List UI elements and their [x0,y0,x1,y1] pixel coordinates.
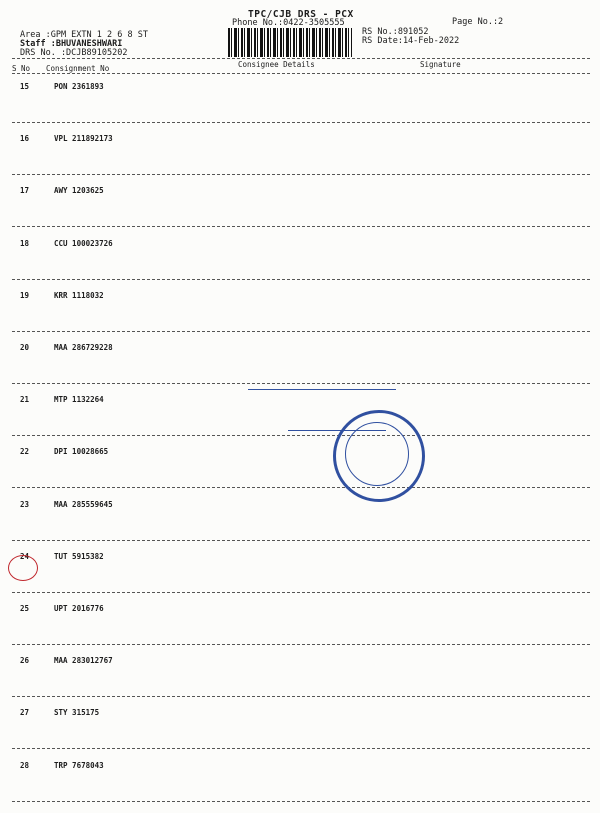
row-serial-number: 21 [20,395,30,405]
row-separator [12,122,590,123]
row-serial-number: 15 [20,82,30,91]
row-consignment-number: AWY 1203625 [54,186,104,196]
drs-number: DRS No. :DCJB89105202 [20,48,128,58]
table-row [0,708,600,760]
rs-number: RS No.:891052 [362,27,429,37]
row-separator [12,226,590,227]
row-consignment-number: KRR 1118032 [54,290,104,300]
row-consignment-number: DPI 10028665 [54,447,109,457]
table-row [0,239,600,291]
barcode [228,28,352,57]
staff-field: Staff :BHUVANESHWARI [20,39,123,49]
col-consignment: Consignment No [46,64,110,73]
row-consignment-number: STY 315175 [54,708,100,718]
col-consignee-details: Consignee Details [238,60,315,69]
row-separator [12,383,590,384]
row-separator [12,279,590,280]
row-serial-number: 23 [20,499,30,509]
table-row [0,761,600,813]
row-separator [12,696,590,697]
row-separator [12,801,590,802]
row-serial-number: 28 [20,760,30,770]
row-separator [12,592,590,593]
sheet-title: TPC/CJB DRS - PCX [248,9,354,20]
page-number: Page No.:2 [452,17,504,27]
table-row [0,82,600,134]
row-serial-number: 18 [20,238,30,248]
row-separator [12,540,590,541]
row-separator [12,435,590,436]
row-consignment-number: TRP 7678043 [54,760,104,770]
area-field: Area :GPM EXTN 1 2 6 8 ST [20,30,148,40]
row-serial-number: 26 [20,656,30,666]
table-row [0,604,600,656]
header-rule-bottom [12,73,590,74]
row-serial-number: 20 [20,343,30,352]
table-row [0,186,600,238]
phone-number: Phone No.:0422-3505555 [232,18,345,28]
row-separator [12,487,590,488]
row-consignment-number: UPT 2016776 [54,604,104,613]
col-signature: Signature [420,60,461,69]
row-consignment-number: MAA 286729228 [54,343,113,352]
row-consignment-number: TUT 5915382 [54,551,104,561]
table-row [0,343,600,395]
row-consignment-number: MTP 1132264 [54,395,104,405]
row-serial-number: 19 [20,290,30,300]
row-26-circle-mark [8,555,38,581]
row-separator [12,331,590,332]
row-consignment-number: MAA 285559645 [54,499,113,509]
table-row [0,447,600,499]
table-row [0,552,600,604]
col-sno: S No [12,64,31,73]
row-separator [12,644,590,645]
header-rule-top [12,58,590,59]
rs-date: RS Date:14-Feb-2022 [362,36,460,46]
row-serial-number: 17 [20,186,30,196]
table-row [0,656,600,708]
row-consignment-number: VPL 211892173 [54,134,113,144]
row-serial-number: 16 [20,134,30,144]
table-row [0,134,600,186]
row-serial-number: 22 [20,447,30,457]
row-serial-number: 24 [20,551,30,561]
row-separator [12,748,590,749]
row-serial-number: 27 [20,708,30,718]
table-row [0,395,600,447]
table-row [0,291,600,343]
row-serial-number: 25 [20,604,30,613]
row-consignment-number: CCU 100023726 [54,238,113,248]
round-seal-inner [345,422,409,486]
table-row [0,500,600,552]
row-consignment-number: MAA 283012767 [54,656,113,666]
row-separator [12,174,590,175]
row-consignment-number: PON 2361893 [54,82,104,91]
